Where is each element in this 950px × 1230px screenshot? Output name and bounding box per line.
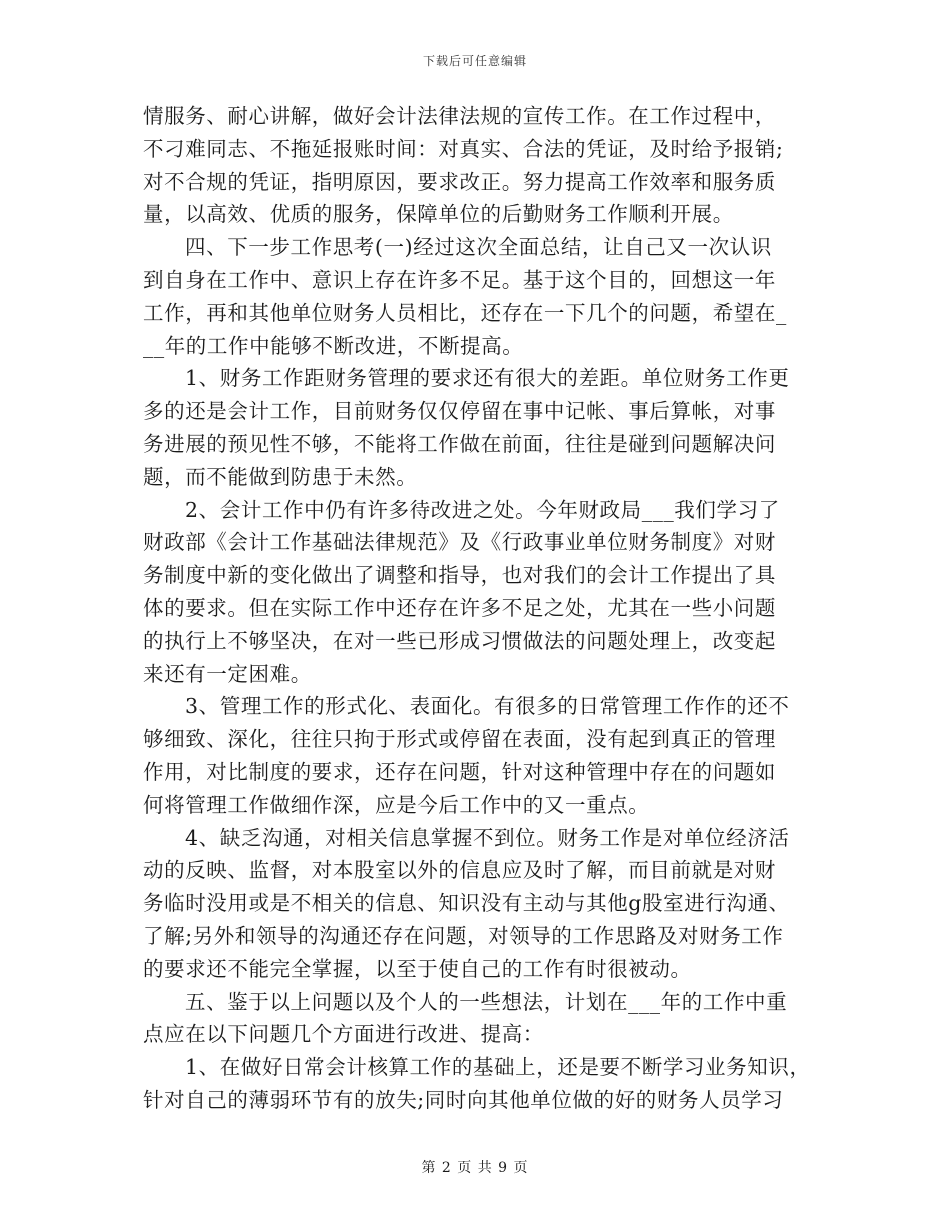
text-line: __年的工作中能够不断改进，不断提高。: [143, 333, 524, 358]
text-line: 不刁难同志、不拖延报账时间：对真实、合法的凭证，及时给予报销;: [143, 136, 784, 161]
text-line: 3、管理工作的形式化、表面化。有很多的日常管理工作作的还不: [185, 694, 790, 719]
text-line: 务进展的预见性不够，不能将工作做在前面，往往是碰到问题解决问: [143, 431, 776, 456]
text-line: 点应在以下问题几个方面进行改进、提高：: [143, 1022, 544, 1047]
text-line: 2、会计工作中仍有许多待改进之处。今年财政局___我们学习了: [185, 497, 780, 522]
text-line: 1、财务工作距财务管理的要求还有很大的差距。单位财务工作更: [185, 366, 790, 391]
text-line: 工作，再和其他单位财务人员相比，还存在一下几个的问题，希望在_: [143, 300, 787, 325]
page-header-note: 下载后可任意编辑: [422, 54, 527, 68]
text-line: 4、缺乏沟通，对相关信息掌握不到位。财务工作是对单位经济活: [185, 825, 790, 850]
text-line: 情服务、耐心讲解，做好会计法律法规的宣传工作。在工作过程中，: [143, 104, 776, 128]
text-line: 量，以高效、优质的服务，保障单位的后勤财务工作顺利开展。: [143, 202, 734, 227]
text-line: 何将管理工作做细作深，应是今后工作中的又一重点。: [143, 792, 650, 817]
text-line: 务制度中新的变化做出了调整和指导，也对我们的会计工作提出了具: [143, 563, 776, 588]
text-line: 来还有一定困难。: [143, 661, 312, 686]
text-line: 务临时没用或是不相关的信息、知识没有主动与其他g股室进行沟通、: [143, 891, 790, 916]
text-line: 动的反映、监督，对本股室以外的信息应及时了解，而目前就是对财: [143, 858, 776, 883]
document-body: [143, 100, 823, 1117]
text-line: 1、在做好日常会计核算工作的基础上，还是要不断学习业务知识，: [185, 1055, 811, 1080]
text-line: 五、鉴于以上问题以及个人的一些想法，计划在___年的工作中重: [185, 989, 788, 1014]
text-line: 的执行上不够坚决，在对一些已形成习惯做法的问题处理上，改变起: [143, 628, 776, 653]
text-line: 作用，对比制度的要求，还存在问题，针对这种管理中存在的问题如: [143, 759, 776, 784]
text-line: 的要求还不能完全掌握，以至于使自己的工作有时很被动。: [143, 956, 692, 981]
text-line: 够细致、深化，往往只拘于形式或停留在表面，没有起到真正的管理: [143, 727, 776, 752]
text-line: 四、下一步工作思考(一)经过这次全面总结，让自己又一次认识: [185, 235, 772, 260]
text-line: 针对自己的薄弱环节有的放失;同时向其他单位做的好的财务人员学习: [143, 1087, 784, 1112]
text-line: 到自身在工作中、意识上存在许多不足。基于这个目的，回想这一年: [143, 267, 776, 292]
text-line: 题，而不能做到防患于未然。: [143, 464, 418, 489]
text-line: 财政部《会计工作基础法律规范》及《行政事业单位财务制度》对财: [143, 530, 776, 555]
text-line: 对不合规的凭证，指明原因，要求改正。努力提高工作效率和服务质: [143, 169, 776, 194]
text-line: 体的要求。但在实际工作中还存在许多不足之处，尤其在一些小问题: [143, 595, 776, 620]
text-line: 多的还是会计工作，目前财务仅仅停留在事中记帐、事后算帐，对事: [143, 399, 776, 424]
page-number-footer: 第 2 页 共 9 页: [421, 1160, 529, 1176]
text-line: 了解;另外和领导的沟通还存在问题，对领导的工作思路及对财务工作: [143, 923, 784, 948]
